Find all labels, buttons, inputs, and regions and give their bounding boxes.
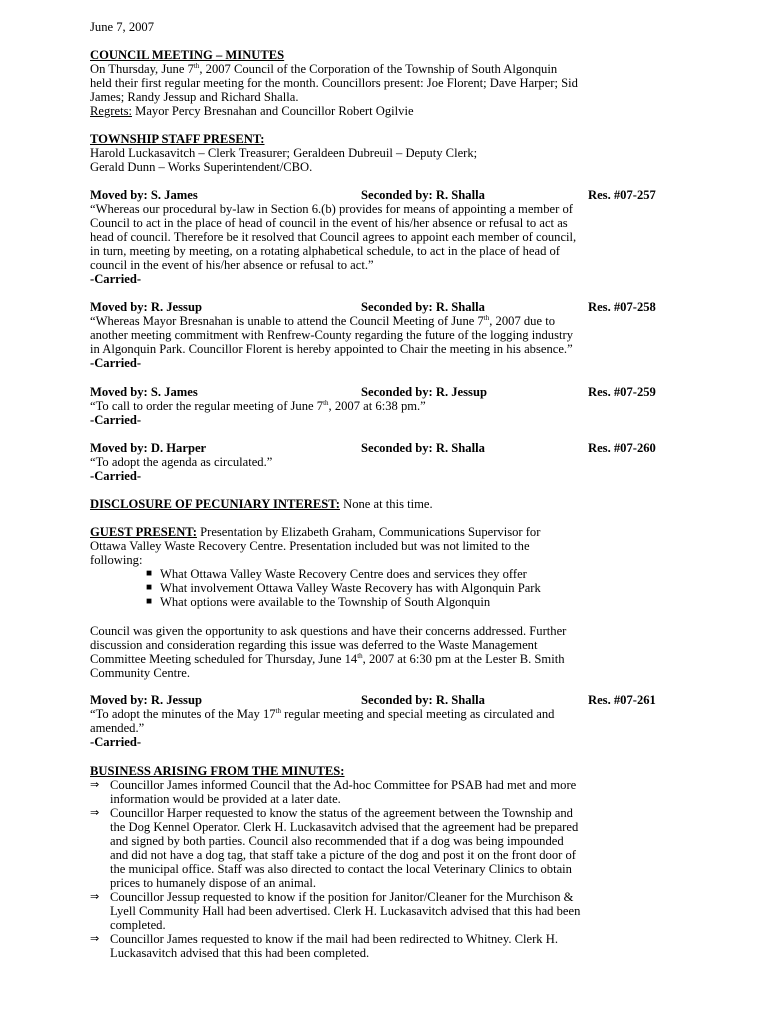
minutes-intro [90, 48, 690, 118]
motion-text-line: Council to act in the place of head of council in the event of his/her absence or refusal to act as [90, 216, 568, 230]
square-bullet-icon: ■ [146, 582, 153, 593]
guest-bullet-list [90, 567, 690, 609]
moved-by: Moved by: R. Jessup [90, 300, 202, 314]
motion-text-line: amended.” [90, 721, 145, 735]
meeting-date [90, 20, 690, 34]
regrets-label: Regrets: [90, 104, 132, 118]
business-heading: BUSINESS ARISING FROM THE MINUTES: [90, 764, 345, 778]
council-note-text: , 2007 at 6:30 pm at the Lester B. Smith [362, 652, 565, 666]
business-arising-section [90, 764, 690, 960]
business-items-list [90, 778, 690, 960]
seconded-by: Seconded by: R. Shalla [361, 188, 485, 202]
motion-text: regular meeting and special meeting as circulated and [281, 707, 555, 721]
list-item-text: Councillor James informed Council that the Ad-hoc Committee for PSAB had met and more [110, 778, 577, 792]
list-item-text: prices to humanely dispose of an animal. [110, 876, 316, 890]
seconded-by: Seconded by: R. Shalla [361, 693, 485, 707]
council-note [90, 624, 690, 680]
double-arrow-icon: ⇒ [90, 806, 100, 819]
disclosure-heading: DISCLOSURE OF PECUNIARY INTEREST: [90, 497, 340, 511]
motion-header [90, 188, 690, 202]
intro-line-2: held their first regular meeting for the month. Councillors present: Joe Florent; Dave Harper; Sid [90, 76, 578, 90]
guest-text: Presentation by Elizabeth Graham, Communications Supervisor for [196, 525, 541, 539]
seconded-by: Seconded by: R. Shalla [361, 441, 485, 455]
carried-label: -Carried- [90, 735, 142, 749]
superscript: th [357, 652, 363, 660]
carried-label: -Carried- [90, 356, 142, 370]
motion-07-259 [90, 385, 690, 427]
motion-text-line: council in the event of his/her absence or refusal to act.” [90, 258, 374, 272]
moved-by: Moved by: R. Jessup [90, 693, 202, 707]
council-note-line-3 [90, 652, 690, 666]
council-note-text: Committee Meeting scheduled for Thursday, June 14 [90, 652, 358, 666]
double-arrow-icon: ⇒ [90, 932, 100, 945]
minutes-heading: COUNCIL MEETING – MINUTES [90, 48, 285, 62]
staff-section [90, 132, 690, 174]
date-text: June 7, 2007 [90, 20, 155, 34]
disclosure-section [90, 497, 690, 511]
motion-header [90, 385, 690, 399]
superscript: th [193, 62, 200, 70]
intro-line-1 [90, 62, 690, 76]
carried-label: -Carried- [90, 413, 142, 427]
disclosure-text: None at this time. [339, 497, 433, 511]
list-item-text: and did not have a dog tag, that staff take a picture of the dog and post it on the front door of [110, 848, 576, 862]
list-item [146, 567, 690, 581]
superscript: th [275, 707, 281, 715]
list-item-text: Councillor Jessup requested to know if the position for Janitor/Cleaner for the Murchison & [110, 890, 574, 904]
list-item-text: the municipal office. Staff was also directed to contact the local Veterinary Clinics to obtain [110, 862, 572, 876]
list-item-text: completed. [110, 918, 166, 932]
motion-text-line: in Algonquin Park. Councillor Florent is hereby appointed to Chair the meeting in his absence.” [90, 342, 573, 356]
double-arrow-icon: ⇒ [90, 890, 100, 903]
resolution-number: Res. #07-258 [588, 300, 656, 314]
motion-text-line [90, 707, 690, 721]
guest-line-2: Ottawa Valley Waste Recovery Centre. Presentation included but was not limited to the [90, 539, 530, 553]
square-bullet-icon: ■ [146, 596, 153, 607]
list-item [90, 890, 690, 932]
square-bullet-icon: ■ [146, 568, 153, 579]
guest-line-3: following: [90, 553, 143, 567]
staff-heading: TOWNSHIP STAFF PRESENT: [90, 132, 265, 146]
list-item [90, 932, 690, 960]
carried-label: -Carried- [90, 272, 142, 286]
carried-label: -Carried- [90, 469, 142, 483]
regrets-line [90, 104, 690, 118]
motion-header [90, 300, 690, 314]
list-item-text: What options were available to the Township of South Algonquin [160, 595, 491, 609]
council-note-line-1: Council was given the opportunity to ask questions and have their concerns addressed. Further [90, 624, 567, 638]
list-item-text: and signed by both parties. Council also recommended that if a dog was being impounded [110, 834, 564, 848]
staff-line-1: Harold Luckasavitch – Clerk Treasurer; Geraldeen Dubreuil – Deputy Clerk; [90, 146, 478, 160]
guest-heading: GUEST PRESENT: [90, 525, 197, 539]
list-item-text: information would be provided at a later date. [110, 792, 341, 806]
moved-by: Moved by: S. James [90, 385, 198, 399]
list-item-text: What Ottawa Valley Waste Recovery Centre does and services they offer [160, 567, 527, 581]
motion-text-line: another meeting commitment with Renfrew-County regarding the future of the logging industry [90, 328, 573, 342]
motion-text-line: “Whereas our procedural by-law in Section 6.(b) provides for means of appointing a member of [90, 202, 573, 216]
guest-line-1 [90, 525, 690, 539]
seconded-by: Seconded by: R. Shalla [361, 300, 485, 314]
resolution-number: Res. #07-259 [588, 385, 656, 399]
list-item-text: Councillor James requested to know if the mail had been redirected to Whitney. Clerk H. [110, 932, 558, 946]
motion-text-line: head of council. Therefore be it resolved that Council agrees to appoint each member of council, [90, 230, 577, 244]
moved-by: Moved by: S. James [90, 188, 198, 202]
list-item-text: Luckasavitch advised that this had been completed. [110, 946, 370, 960]
intro-line-3: James; Randy Jessup and Richard Shalla. [90, 90, 299, 104]
list-item [146, 581, 690, 595]
superscript: th [483, 314, 490, 322]
motion-header [90, 693, 690, 707]
guest-section [90, 525, 690, 609]
motion-text: , 2007 due to [489, 314, 556, 328]
motion-header [90, 441, 690, 455]
motion-text: “Whereas Mayor Bresnahan is unable to attend the Council Meeting of June 7 [90, 314, 484, 328]
motion-07-260 [90, 441, 690, 483]
list-item [90, 806, 690, 890]
superscript: th [323, 399, 329, 407]
motion-text-line [90, 399, 690, 413]
motion-07-258 [90, 300, 690, 370]
motion-text: “To call to order the regular meeting of June 7 [90, 399, 324, 413]
council-note-line-4: Community Centre. [90, 666, 191, 680]
motion-07-261 [90, 693, 690, 749]
intro-text: On Thursday, June 7 [90, 62, 194, 76]
list-item-text: Lyell Community Hall had been advertised. Clerk H. Luckasavitch advised that this had been [110, 904, 581, 918]
motion-text-line [90, 314, 690, 328]
motion-07-257 [90, 188, 690, 286]
disclosure-line [90, 497, 690, 511]
seconded-by: Seconded by: R. Jessup [361, 385, 487, 399]
intro-text: , 2007 Council of the Corporation of the Township of South Algonquin [199, 62, 558, 76]
list-item-text: Councillor Harper requested to know the status of the agreement between the Township and [110, 806, 573, 820]
list-item-text: the Dog Kennel Operator. Clerk H. Luckasavitch advised that the agreement had be prepared [110, 820, 579, 834]
list-item [90, 778, 690, 806]
motion-text-line: in turn, meeting by meeting, on a rotating alphabetical schedule, to act in the place of head of [90, 244, 561, 258]
resolution-number: Res. #07-257 [588, 188, 656, 202]
motion-text-line: “To adopt the agenda as circulated.” [90, 455, 273, 469]
regrets-text: Mayor Percy Bresnahan and Councillor Robert Ogilvie [131, 104, 414, 118]
moved-by: Moved by: D. Harper [90, 441, 207, 455]
motion-text: , 2007 at 6:38 pm.” [328, 399, 426, 413]
resolution-number: Res. #07-260 [588, 441, 656, 455]
council-note-line-2: discussion and consideration regarding this issue was deferred to the Waste Management [90, 638, 538, 652]
list-item [146, 595, 690, 609]
double-arrow-icon: ⇒ [90, 778, 100, 791]
resolution-number: Res. #07-261 [588, 693, 656, 707]
motion-text: “To adopt the minutes of the May 17 [90, 707, 276, 721]
list-item-text: What involvement Ottawa Valley Waste Recovery has with Algonquin Park [160, 581, 541, 595]
staff-line-2: Gerald Dunn – Works Superintendent/CBO. [90, 160, 313, 174]
